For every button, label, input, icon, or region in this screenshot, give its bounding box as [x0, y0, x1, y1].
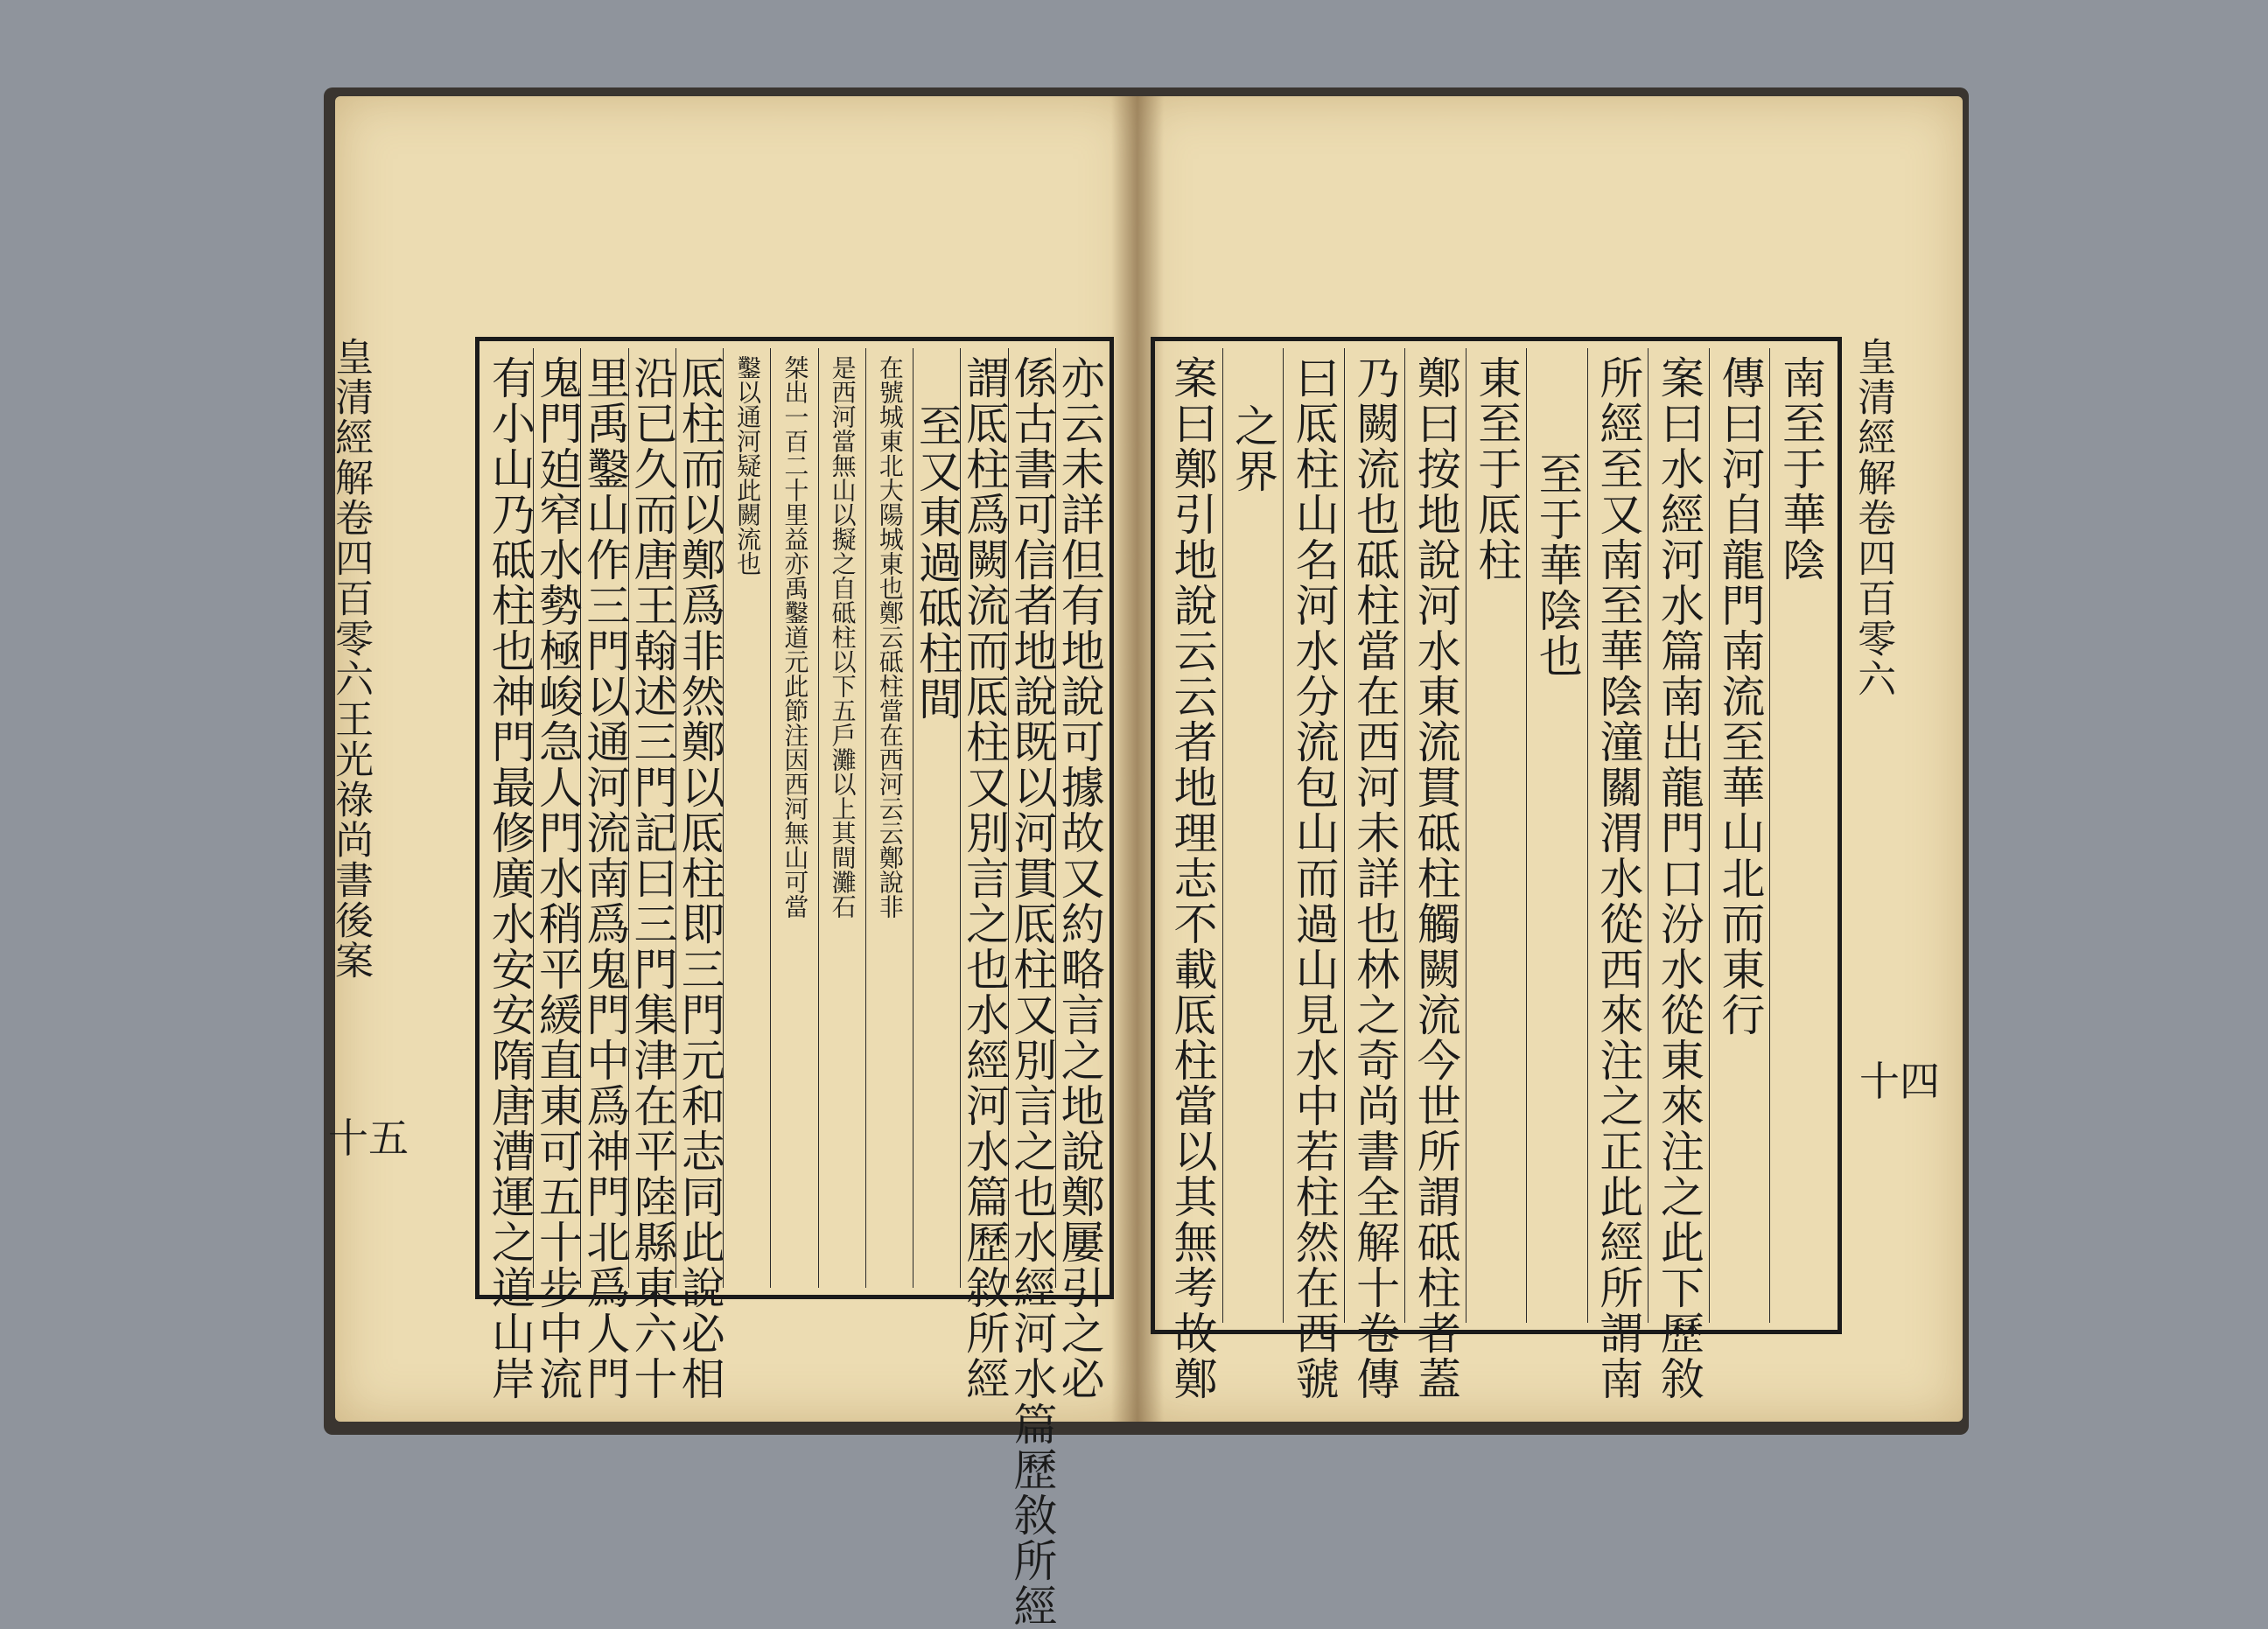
text-line: 里禹鑿山作三門以通河流南爲鬼門中爲神門北爲人門 [579, 355, 631, 1402]
text-line: 之界 [1228, 403, 1279, 494]
text-line: 曰厎柱山名河水分流包山而過山見水中若柱然在西虢 [1288, 355, 1340, 1402]
text-line: 案曰水經河水篇南出龍門口汾水從東來注之此下歷敘 [1653, 355, 1704, 1402]
text-line: 至又東過砥柱間 [911, 403, 962, 722]
text-line: 至于華陰也 [1531, 451, 1583, 679]
text-line: 鄭曰按地說河水東流貫砥柱觸闕流今世所謂砥柱者蓋 [1410, 355, 1461, 1402]
text-column [484, 348, 536, 1402]
text-column [818, 348, 865, 1288]
text-column [532, 348, 584, 1402]
text-column [626, 348, 678, 1402]
left-text-frame [475, 337, 1114, 1629]
text-line: 謂厎柱爲闕流而厎柱又別言之也水經河水篇歷敘所經 [959, 355, 1011, 1402]
text-line: 亦云未詳但有地說可據故又約略言之地說鄭屢引之必 [1054, 355, 1105, 1402]
margin-title-left: 皇清經解卷四百零六王光祿尚書後案 [328, 337, 374, 981]
text-line: 鑿以通河疑此闕流也 [733, 355, 763, 576]
text-column [1344, 348, 1405, 1402]
text-column [1769, 348, 1830, 1323]
text-column [1648, 348, 1709, 1402]
text-column [1404, 348, 1466, 1402]
text-column [1162, 348, 1222, 1402]
text-line: 是西河當無山以擬之自砥柱以下五戶灘以上其間灘石 [828, 355, 858, 919]
text-line: 鬼門廹窄水勢極峻急人門水稍平緩直東可五十步中流 [532, 355, 584, 1402]
left-text-columns [484, 348, 1105, 1629]
text-column [1054, 348, 1105, 1402]
text-column [1587, 348, 1648, 1402]
text-column [865, 348, 913, 1288]
text-column [1222, 348, 1284, 1323]
text-line: 所經至又南至華陰潼關渭水從西來注之正此經所謂南 [1592, 355, 1644, 1402]
right-text-frame [1151, 337, 1842, 1402]
text-line: 乃闕流也砥柱當在西河未詳也林之奇尚書全解十卷傳 [1349, 355, 1401, 1402]
text-column [1006, 348, 1058, 1629]
text-column [1466, 348, 1527, 1323]
text-line: 傳曰河自龍門南流至華山北而東行 [1714, 355, 1766, 1038]
text-column [770, 348, 817, 1288]
text-line: 係古書可信者地說既以河貫厎柱又別言之也水經河水篇歷敘所經 [1006, 355, 1058, 1629]
text-column [1283, 348, 1344, 1402]
text-column [674, 348, 725, 1402]
folio-number-right: 十四 [1859, 1058, 1940, 1105]
text-line: 南至于華陰 [1774, 355, 1826, 583]
text-column [1709, 348, 1770, 1323]
text-column [723, 348, 770, 1288]
text-column [913, 348, 960, 1288]
text-line: 東至于厎柱 [1471, 355, 1522, 583]
text-column [959, 348, 1011, 1402]
text-line: 厎柱而以鄭爲非然鄭以厎柱即三門元和志同此說必相 [674, 355, 725, 1402]
right-text-columns [1162, 348, 1830, 1402]
text-column [579, 348, 631, 1402]
text-line: 有小山乃砥柱也神門最修廣水安安隋唐漕運之道山岸 [484, 355, 536, 1402]
text-line: 案曰鄭引地說云云者地理志不載厎柱當以其無考故鄭 [1166, 355, 1218, 1402]
text-line: 沿已久而唐王翰述三門記曰三門集津在平陸縣東六十 [626, 355, 678, 1402]
right-margin-title [1846, 337, 1899, 1317]
text-line: 在號城東北大陽城東也鄭云砥柱當在西河云云鄭說非 [875, 355, 905, 919]
folio-number-left: 十五 [328, 1115, 409, 1162]
margin-title-right: 皇清經解卷四百零六 [1851, 337, 1896, 699]
text-line: 桀出一百二十里益亦禹鑿道元此節注因西河無山可當 [780, 355, 810, 919]
text-column [1526, 348, 1587, 1323]
